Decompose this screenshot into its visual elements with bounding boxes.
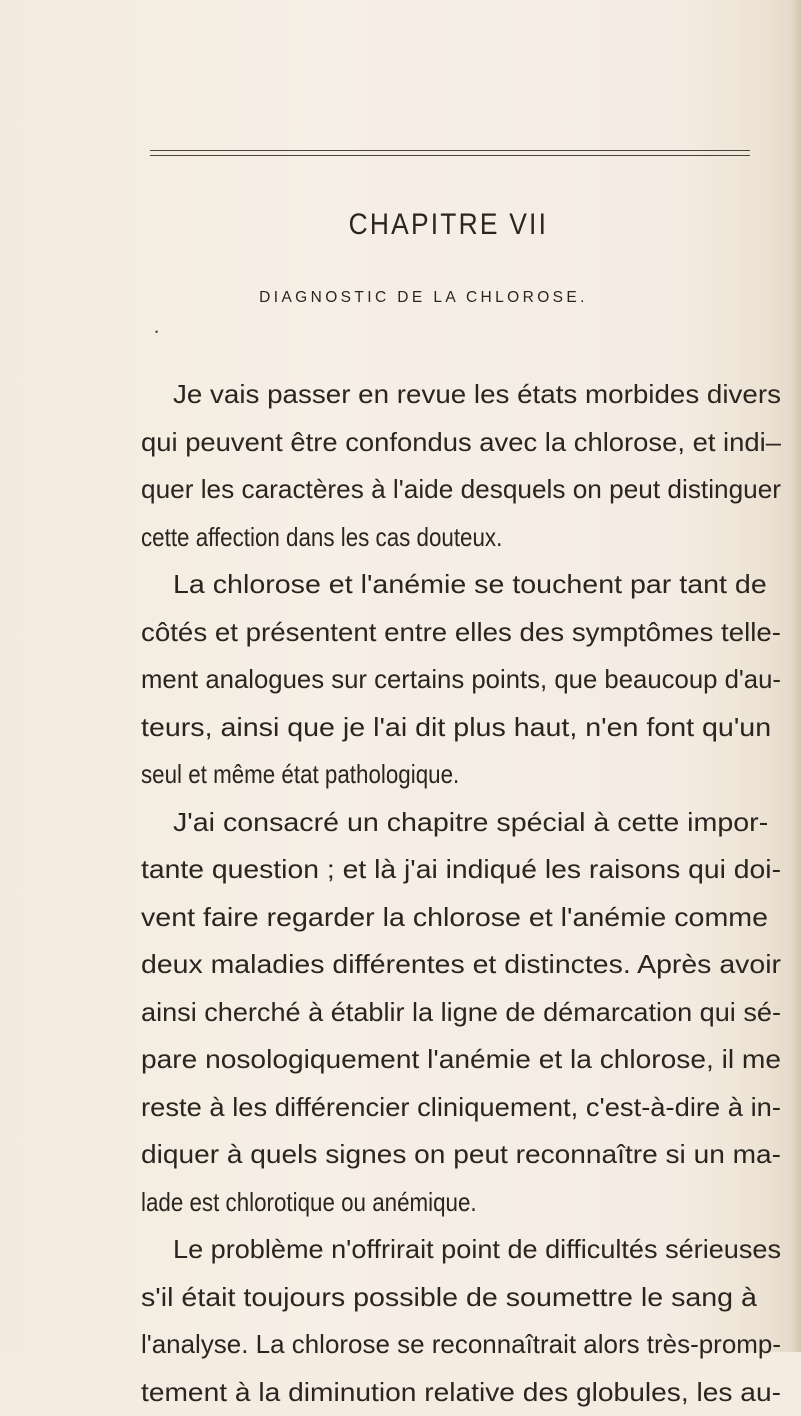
header-rule-top (150, 150, 750, 151)
text-line: reste à les différencier cliniquement, c'est-à-dire à in- (141, 1084, 781, 1132)
text-line: pare nosologiquement l'anémie et la chlorose, il me (141, 1036, 781, 1084)
text-line: cette affection dans les cas douteux. (141, 514, 781, 562)
text-line: La chlorose et l'anémie se touchent par tant de (141, 561, 781, 609)
page-edge-shadow (791, 0, 801, 1352)
text-line: quer les caractères à l'aide desquels on peut distinguer (141, 466, 781, 514)
text-line: vent faire regarder la chlorose et l'anémie comme (141, 894, 781, 942)
text-line: teurs, ainsi que je l'ai dit plus haut, n'en font qu'un (141, 704, 781, 752)
text-line: ainsi cherché à établir la ligne de démarcation qui sé- (141, 989, 781, 1037)
header-rule-bottom (150, 155, 750, 156)
chapter-title: CHAPITRE VII (40, 208, 801, 242)
text-line: deux maladies différentes et distinctes. Après avoir (141, 941, 781, 989)
text-line: s'il était toujours possible de soumettre le sang à (141, 1274, 781, 1322)
text-line: ment analogues sur certains points, que beaucoup d'au- (141, 656, 781, 704)
text-line: l'analyse. La chlorose se reconnaîtrait alors très-promp- (141, 1321, 781, 1369)
ornament-mark: • (155, 327, 158, 337)
text-line: côtés et présentent entre elles des symptômes telle- (141, 609, 781, 657)
text-line: Le problème n'offrirait point de difficultés sérieuses (141, 1226, 781, 1274)
text-line: tante question ; et là j'ai indiqué les raisons qui doi- (141, 846, 781, 894)
text-line: tement à la diminution relative des globules, les au- (141, 1369, 781, 1416)
text-line: diquer à quels signes on peut reconnaître si un ma- (141, 1131, 781, 1179)
body-text (141, 371, 781, 1416)
text-line: qui peuvent être confondus avec la chlorose, et indi– (141, 419, 781, 467)
section-title: DIAGNOSTIC DE LA CHLOROSE. (0, 289, 801, 307)
text-line: lade est chlorotique ou anémique. (141, 1179, 781, 1227)
text-line: J'ai consacré un chapitre spécial à cette impor- (141, 799, 781, 847)
text-line: seul et même état pathologique. (141, 751, 781, 799)
text-line: Je vais passer en revue les états morbides divers (141, 371, 781, 419)
